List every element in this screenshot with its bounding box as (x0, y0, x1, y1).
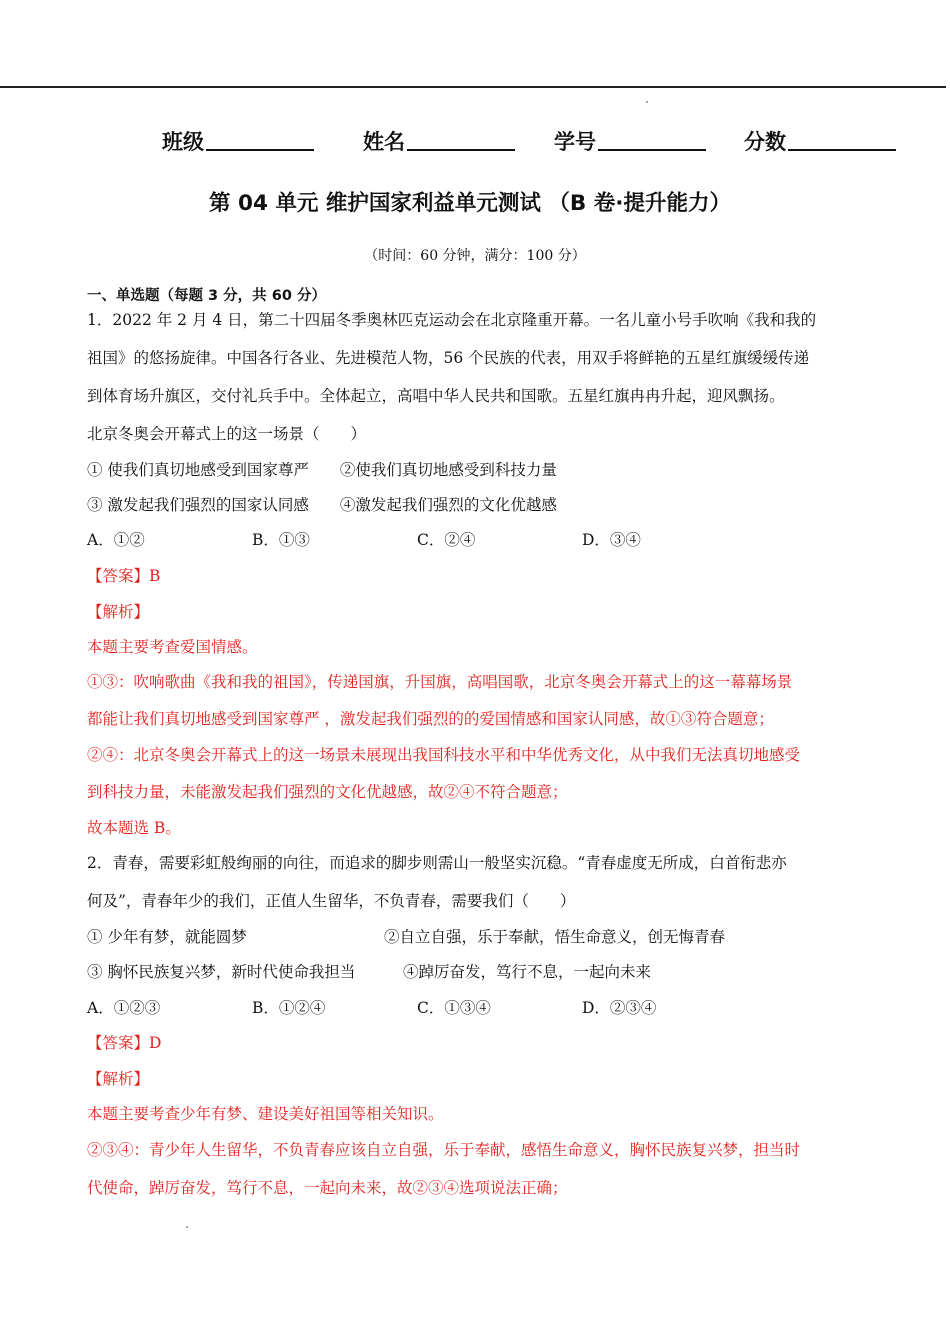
q1-stem-line: 祖国》的悠扬旋律。中国各行各业、先进模范人物，56 个民族的代表，用双手将鲜艳的五星红旗缓缓传递 (87, 349, 810, 367)
q2-option-c[interactable]: C．①③④ (417, 999, 491, 1017)
q2-option-a[interactable]: A．①②③ (87, 999, 161, 1017)
section-heading: 一、单选题（每题 3 分，共 60 分） (87, 288, 326, 304)
q2-statement-3: ③ 胸怀民族复兴梦，新时代使命我担当 (87, 963, 356, 981)
q1-stem-line: 到体育场升旗区，交付礼兵手中。全体起立，高唱中华人民共和国歌。五星红旗冉冉升起，迎风飘扬。 (87, 387, 785, 405)
q1-analysis-line: 故本题选 B。 (87, 819, 181, 837)
class-label: 班级 (162, 130, 204, 154)
q2-statement-2: ②自立自强，乐于奉献，悟生命意义，创无悔青春 (384, 928, 726, 946)
speck-mark (646, 101, 648, 103)
exam-info: （时间：60 分钟，满分：100 分） (364, 248, 586, 264)
q2-option-b[interactable]: B．①②④ (252, 999, 326, 1017)
q1-analysis-line: 本题主要考查爱国情感。 (87, 638, 258, 656)
class-field[interactable] (162, 126, 314, 156)
q2-analysis-label: 【解析】 (87, 1070, 150, 1088)
q1-analysis-line: 到科技力量，未能激发起我们强烈的文化优越感，故②④不符合题意； (87, 783, 568, 801)
score-field[interactable] (744, 126, 896, 156)
q2-statement-4: ④踔厉奋发，笃行不息，一起向未来 (403, 963, 652, 981)
q1-statement: ① 使我们真切地感受到国家尊严 ②使我们真切地感受到科技力量 (87, 461, 557, 479)
q2-analysis-line: ②③④：青少年人生留华，不负青春应该自立自强，乐于奉献，感悟生命意义，胸怀民族复兴梦，担当时 (87, 1141, 801, 1159)
speck-mark-bottom (186, 1226, 188, 1228)
name-field[interactable] (363, 126, 515, 156)
answer-label: 【答案】 (87, 1034, 150, 1052)
page-title: 第 04 单元 维护国家利益单元测试 （B 卷·提升能力） (209, 191, 731, 216)
answer-value: B (149, 567, 161, 585)
q2-statement-1: ① 少年有梦，就能圆梦 (87, 928, 247, 946)
student-id-blank[interactable] (598, 127, 706, 151)
class-blank[interactable] (206, 127, 314, 151)
q1-stem-line: 1．2022 年 2 月 4 日，第二十四届冬季奥林匹克运动会在北京隆重开幕。一名儿童小号手吹响《我和我的 (87, 311, 817, 329)
score-label: 分数 (744, 130, 786, 154)
q2-stem-line: 何及”，青春年少的我们，正值人生留华，不负青春，需要我们（ ） (87, 892, 576, 910)
q1-stem-line: 北京冬奥会开幕式上的这一场景（ ） (87, 425, 367, 443)
student-id-label: 学号 (554, 130, 596, 154)
q1-option-d[interactable]: D．③④ (582, 531, 641, 549)
q1-option-c[interactable]: C．②④ (417, 531, 476, 549)
q2-option-d[interactable]: D．②③④ (582, 999, 657, 1017)
student-info-row (0, 126, 950, 160)
q2-stem-line: 2．青春，需要彩虹般绚丽的向往，而追求的脚步则需山一般坚实沉稳。“青春虚度无所成，白首衔悲亦 (87, 854, 787, 872)
q1-analysis-label: 【解析】 (87, 603, 150, 621)
name-blank[interactable] (407, 127, 515, 151)
q1-analysis-line: ①③：吹响歌曲《我和我的祖国》，传递国旗，升国旗，高唱国歌，北京冬奥会开幕式上的这一幕幕场景 (87, 673, 793, 691)
student-id-field[interactable] (554, 126, 706, 156)
header-rule (0, 86, 946, 88)
q1-analysis-line: ②④：北京冬奥会开幕式上的这一场景未展现出我国科技水平和中华优秀文化，从中我们无法真切地感受 (87, 746, 801, 764)
q2-analysis-line: 代使命，踔厉奋发，笃行不息，一起向未来，故②③④选项说法正确； (87, 1179, 568, 1197)
q1-statement: ③ 激发起我们强烈的国家认同感 ④激发起我们强烈的文化优越感 (87, 496, 557, 514)
q1-option-b[interactable]: B．①③ (252, 531, 310, 549)
answer-value: D (149, 1034, 162, 1052)
name-label: 姓名 (363, 130, 405, 154)
q1-analysis-line: 都能让我们真切地感受到国家尊严 ，激发起我们强烈的的爱国情感和国家认同感，故①③符合题意； (87, 710, 774, 728)
q2-answer (87, 1031, 161, 1053)
q2-analysis-line: 本题主要考查少年有梦、建设美好祖国等相关知识。 (87, 1105, 444, 1123)
score-blank[interactable] (788, 127, 896, 151)
answer-label: 【答案】 (87, 567, 150, 585)
q1-option-a[interactable]: A．①② (87, 531, 145, 549)
q1-answer (87, 564, 160, 586)
